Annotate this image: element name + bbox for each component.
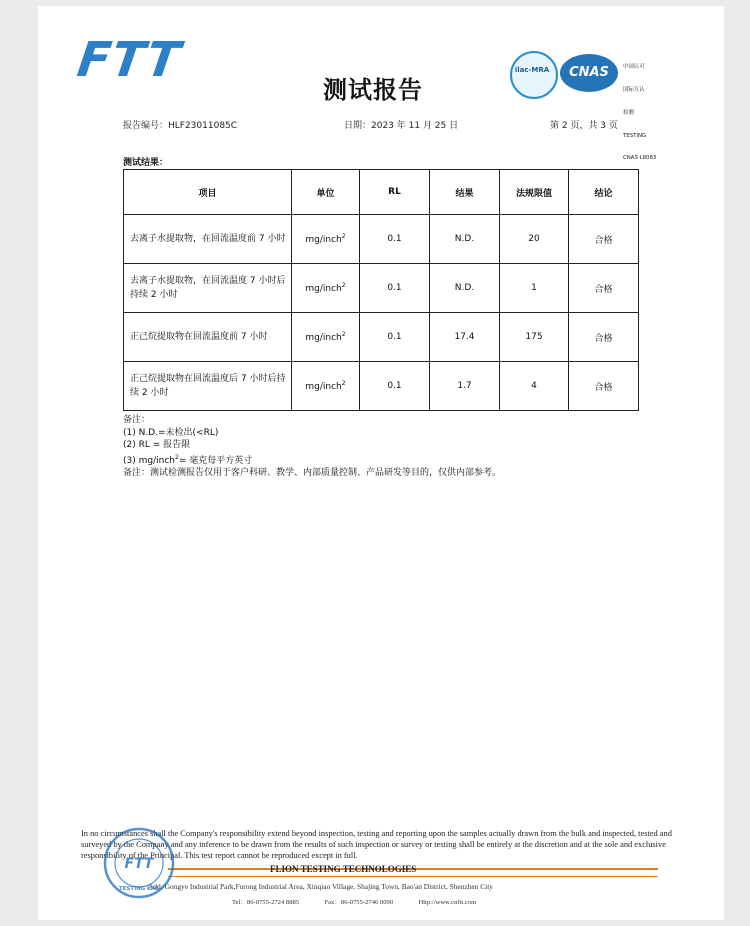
- table-row: [124, 362, 639, 411]
- cell-unit: [292, 215, 360, 264]
- unit-exponent: 2: [341, 282, 346, 289]
- company-stamp-icon: [102, 826, 176, 900]
- unit-exponent: 2: [341, 380, 346, 387]
- cell-item: 正己烷提取物在回流温度前 7 小时: [124, 313, 292, 362]
- table-row: [124, 215, 639, 264]
- cell-item: 去离子水提取物，在回流温度 7 小时后持续 2 小时: [124, 264, 292, 313]
- cell-result: N.D.: [430, 264, 500, 313]
- notes-title: 备注：: [123, 415, 151, 425]
- ilac-mra-seal-icon: [510, 51, 558, 99]
- col-header-limit: 法规限值: [500, 170, 569, 215]
- col-header-rl: RL: [360, 170, 430, 215]
- cell-result: 1.7: [430, 362, 500, 411]
- unit-exponent: 2: [341, 233, 346, 240]
- cell-conclusion: 合格: [569, 362, 639, 411]
- company-tel: Tel：86-0755-2724 8885: [232, 899, 300, 906]
- company-address: Add: Gongye Industrial Park,Furong Industrial Area, Xinqiao Village, Shajing Town, Bao'an District, Shenzhen City: [148, 882, 493, 891]
- note-3-exponent: 2: [174, 453, 179, 461]
- col-header-item: 项目: [124, 170, 292, 215]
- cnas-line: 国际互认: [623, 86, 645, 93]
- table-row: [124, 313, 639, 362]
- ilac-mra-label: ilac-MRA: [514, 66, 550, 74]
- note-3: [123, 452, 501, 468]
- unit-base: mg/inch: [305, 333, 342, 343]
- section-label: 测试结果：: [123, 158, 169, 168]
- cell-rl: 0.1: [360, 313, 430, 362]
- cnas-line: CNAS L8083: [623, 155, 657, 162]
- results-table: [123, 169, 639, 411]
- cell-limit: 175: [500, 313, 569, 362]
- cell-unit: [292, 362, 360, 411]
- table-row: [124, 264, 639, 313]
- col-header-result: 结果: [430, 170, 500, 215]
- cell-conclusion: 合格: [569, 215, 639, 264]
- cnas-logo-icon: CNAS: [560, 54, 618, 92]
- report-date: 日期：2023 年 11 月 25 日: [344, 121, 459, 131]
- unit-base: mg/inch: [305, 235, 342, 245]
- company-website: Http://www.cnftt.com: [418, 899, 477, 906]
- note-4: 备注：测试检测报告仅用于客户科研、教学、内部质量控制、产品研发等目的，仅供内部参考。: [123, 468, 502, 478]
- company-fax: Fax：86-0755-2746 0090: [324, 899, 394, 906]
- cnas-line: 中国认可: [623, 64, 645, 71]
- cell-unit: [292, 313, 360, 362]
- company-contact: [232, 896, 476, 906]
- footer-rule-thin: [168, 876, 658, 877]
- unit-base: mg/inch: [305, 382, 342, 392]
- col-header-conclusion: 结论: [569, 170, 639, 215]
- stamp-text: FTT: [124, 856, 154, 872]
- report-number: 报告编号：HLF23011085C: [123, 121, 238, 131]
- cell-limit: 20: [500, 215, 569, 264]
- report-title: 测试报告: [323, 76, 423, 104]
- note-1: (1) N.D.=未检出(<RL): [123, 427, 219, 438]
- cell-rl: 0.1: [360, 215, 430, 264]
- ftt-logo: FTT: [74, 32, 185, 88]
- cell-conclusion: 合格: [569, 264, 639, 313]
- cell-rl: 0.1: [360, 362, 430, 411]
- table-header-row: [124, 170, 639, 215]
- unit-exponent: 2: [341, 331, 346, 338]
- cell-limit: 4: [500, 362, 569, 411]
- cell-limit: 1: [500, 264, 569, 313]
- cell-result: 17.4: [430, 313, 500, 362]
- note-2: (2) RL = 报告限: [123, 440, 191, 450]
- cell-unit: [292, 264, 360, 313]
- note-3-suffix: = 毫克每平方英寸: [178, 455, 253, 466]
- cnas-line: TESTING: [623, 132, 647, 139]
- cnas-accreditation-text: [623, 49, 656, 171]
- note-3-prefix: (3) mg/inch: [123, 455, 175, 466]
- col-header-unit: 单位: [292, 170, 360, 215]
- cnas-line: 检测: [623, 109, 634, 116]
- cell-conclusion: 合格: [569, 313, 639, 362]
- unit-base: mg/inch: [305, 284, 342, 294]
- cell-result: N.D.: [430, 215, 500, 264]
- cell-rl: 0.1: [360, 264, 430, 313]
- page-indicator: 第 2 页，共 3 页: [550, 121, 618, 131]
- disclaimer-text: In no circumstances shall the Company's responsibility extend beyond inspection, testing and reporting upon the samples actually drawn from the bulk and inspected, tested and surveyed by the Company and any inference to be drawn from the results of such inspection or survey or testing shall be entirely at the discretion and at the sole and exclusive responsibility of the Principal. This test report cannot be reproduced except in full.: [81, 829, 672, 860]
- cell-item: 正己烷提取物在回流温度后 7 小时后持续 2 小时: [124, 362, 292, 411]
- cell-item: 去离子水提取物，在回流温度前 7 小时: [124, 215, 292, 264]
- company-name: FLION TESTING TECHNOLOGIES: [270, 864, 417, 874]
- notes-block: [123, 414, 501, 480]
- stamp-ring-text: TESTING LAB: [118, 886, 160, 892]
